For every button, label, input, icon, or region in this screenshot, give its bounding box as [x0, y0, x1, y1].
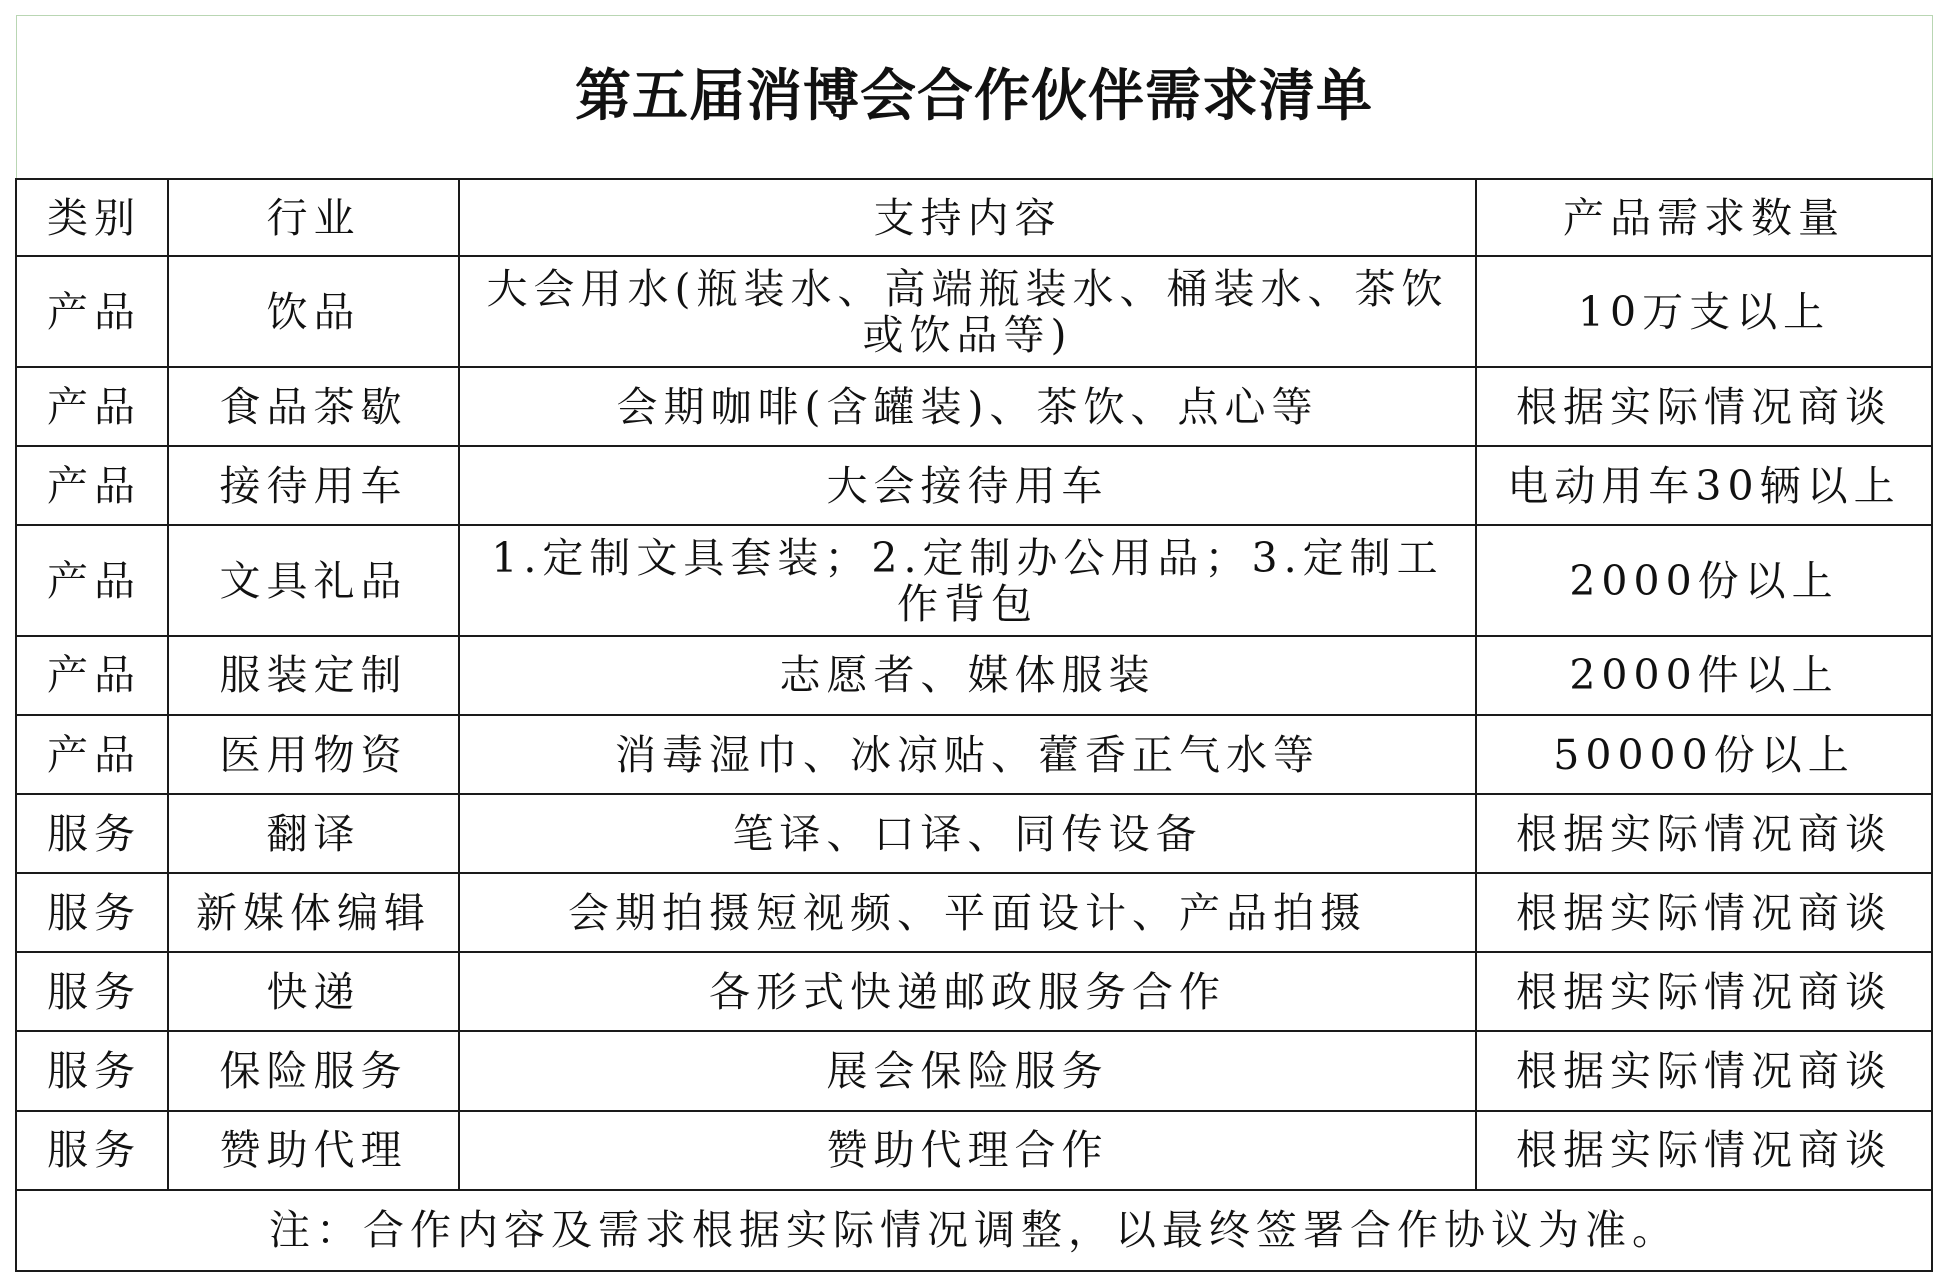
table-row [16, 636, 1932, 715]
cell-support: 大会用水(瓶装水、高端瓶装水、桶装水、茶饮或饮品等) [459, 256, 1476, 367]
header-category: 类别 [16, 179, 168, 256]
cell-support: 笔译、口译、同传设备 [459, 794, 1476, 873]
cell-quantity: 根据实际情况商谈 [1476, 367, 1932, 446]
cell-industry: 翻译 [168, 794, 459, 873]
cell-industry: 服装定制 [168, 636, 459, 715]
cell-quantity: 根据实际情况商谈 [1476, 794, 1932, 873]
table-row [16, 952, 1932, 1031]
cell-support: 消毒湿巾、冰凉贴、藿香正气水等 [459, 715, 1476, 794]
header-support: 支持内容 [459, 179, 1476, 256]
cell-quantity: 50000份以上 [1476, 715, 1932, 794]
table-row [16, 256, 1932, 367]
cell-support: 1.定制文具套装；2.定制办公用品；3.定制工作背包 [459, 525, 1476, 636]
table-row [16, 715, 1932, 794]
cell-quantity: 根据实际情况商谈 [1476, 1031, 1932, 1110]
header-quantity: 产品需求数量 [1476, 179, 1932, 256]
table-row [16, 1031, 1932, 1110]
header-industry: 行业 [168, 179, 459, 256]
cell-quantity: 根据实际情况商谈 [1476, 952, 1932, 1031]
cell-category: 服务 [16, 794, 168, 873]
cell-industry: 医用物资 [168, 715, 459, 794]
cell-support: 志愿者、媒体服装 [459, 636, 1476, 715]
header-row [16, 179, 1932, 256]
cell-quantity: 10万支以上 [1476, 256, 1932, 367]
cell-support: 展会保险服务 [459, 1031, 1476, 1110]
cell-category: 服务 [16, 873, 168, 952]
cell-category: 服务 [16, 1031, 168, 1110]
cell-quantity: 2000件以上 [1476, 636, 1932, 715]
cell-category: 产品 [16, 525, 168, 636]
cell-industry: 接待用车 [168, 446, 459, 525]
cell-industry: 保险服务 [168, 1031, 459, 1110]
table-row [16, 446, 1932, 525]
note-row [16, 1190, 1932, 1271]
cell-quantity: 根据实际情况商谈 [1476, 1111, 1932, 1190]
title-row [16, 16, 1932, 180]
table-row [16, 525, 1932, 636]
cell-support: 会期咖啡(含罐装)、茶饮、点心等 [459, 367, 1476, 446]
table-row [16, 794, 1932, 873]
cell-category: 产品 [16, 446, 168, 525]
footnote: 注：合作内容及需求根据实际情况调整，以最终签署合作协议为准。 [16, 1190, 1932, 1271]
cell-category: 产品 [16, 715, 168, 794]
table-row [16, 873, 1932, 952]
cell-quantity: 电动用车30辆以上 [1476, 446, 1932, 525]
requirements-table [15, 15, 1933, 1272]
cell-support: 赞助代理合作 [459, 1111, 1476, 1190]
cell-industry: 文具礼品 [168, 525, 459, 636]
cell-industry: 饮品 [168, 256, 459, 367]
cell-category: 服务 [16, 1111, 168, 1190]
cell-industry: 食品茶歇 [168, 367, 459, 446]
cell-quantity: 2000份以上 [1476, 525, 1932, 636]
table-row [16, 367, 1932, 446]
page-title: 第五届消博会合作伙伴需求清单 [16, 16, 1932, 180]
cell-industry: 赞助代理 [168, 1111, 459, 1190]
cell-category: 产品 [16, 256, 168, 367]
cell-industry: 新媒体编辑 [168, 873, 459, 952]
table-row [16, 1111, 1932, 1190]
cell-quantity: 根据实际情况商谈 [1476, 873, 1932, 952]
requirements-sheet [15, 15, 1931, 1272]
cell-support: 会期拍摄短视频、平面设计、产品拍摄 [459, 873, 1476, 952]
cell-support: 各形式快递邮政服务合作 [459, 952, 1476, 1031]
cell-category: 产品 [16, 636, 168, 715]
cell-category: 服务 [16, 952, 168, 1031]
cell-industry: 快递 [168, 952, 459, 1031]
cell-category: 产品 [16, 367, 168, 446]
cell-support: 大会接待用车 [459, 446, 1476, 525]
